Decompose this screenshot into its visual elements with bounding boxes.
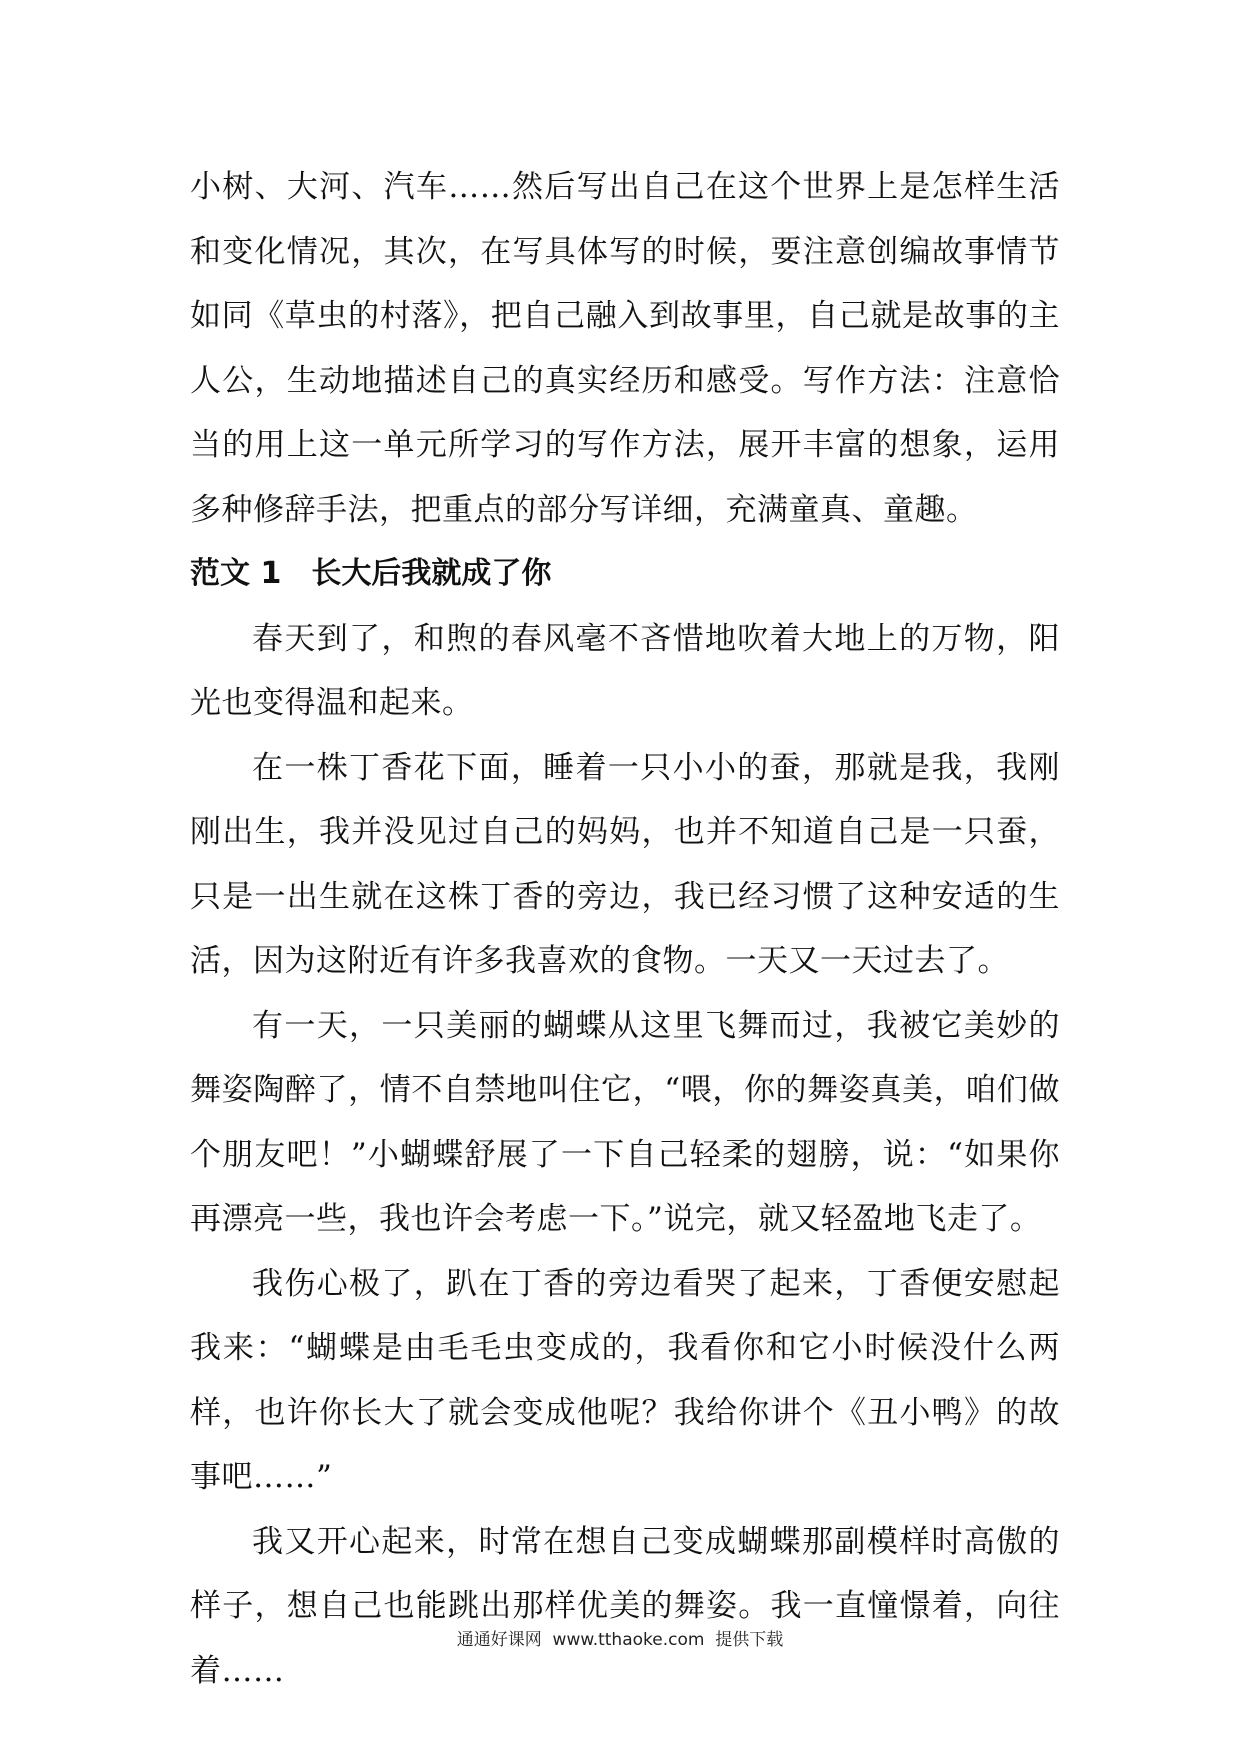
document-body: [190, 155, 1060, 1703]
essay-paragraph-4: 我伤心极了，趴在丁香的旁边看哭了起来，丁香便安慰起我来：“蝴蝶是由毛毛虫变成的，我看你和它小时候没什么两样，也许你长大了就会变成他呢？我给你讲个《丑小鸭》的故事吧……”: [190, 1265, 1060, 1495]
essay-paragraph-1: 春天到了，和煦的春风毫不吝惜地吹着大地上的万物，阳光也变得温和起来。: [190, 620, 1060, 721]
intro-paragraph: 小树、大河、汽车……然后写出自己在这个世界上是怎样生活和变化情况，其次，在写具体写的时候，要注意创编故事情节如同《草虫的村落》，把自己融入到故事里，自己就是故事的主人公，生动地描述自己的真实经历和感受。写作方法：注意恰当的用上这一单元所学习的写作方法，展开丰富的想象，运用多种修辞手法，把重点的部分写详细，充满童真、童趣。: [190, 169, 1060, 528]
essay-paragraph-3: 有一天，一只美丽的蝴蝶从这里飞舞而过，我被它美妙的舞姿陶醉了，情不自禁地叫住它，“喂，你的舞姿真美，咱们做个朋友吧！”小蝴蝶舒展了一下自己轻柔的翅膀，说：“如果你再漂亮一些，我也许会考虑一下。”说完，就又轻盈地飞走了。: [190, 1007, 1060, 1237]
essay-paragraph-2: 在一株丁香花下面，睡着一只小小的蚕，那就是我，我刚刚出生，我并没见过自己的妈妈，也并不知道自己是一只蚕，只是一出生就在这株丁香的旁边，我已经习惯了这种安适的生活，因为这附近有许多我喜欢的食物。一天又一天过去了。: [190, 749, 1060, 979]
page-footer: 通通好课网 www.tthaoke.com 提供下载: [456, 1630, 784, 1650]
essay-heading: 范文 1 长大后我就成了你: [190, 556, 552, 591]
essay-paragraph-5: 我又开心起来，时常在想自己变成蝴蝶那副模样时高傲的样子，想自己也能跳出那样优美的舞姿。我一直憧憬着，向往着……: [190, 1523, 1060, 1689]
